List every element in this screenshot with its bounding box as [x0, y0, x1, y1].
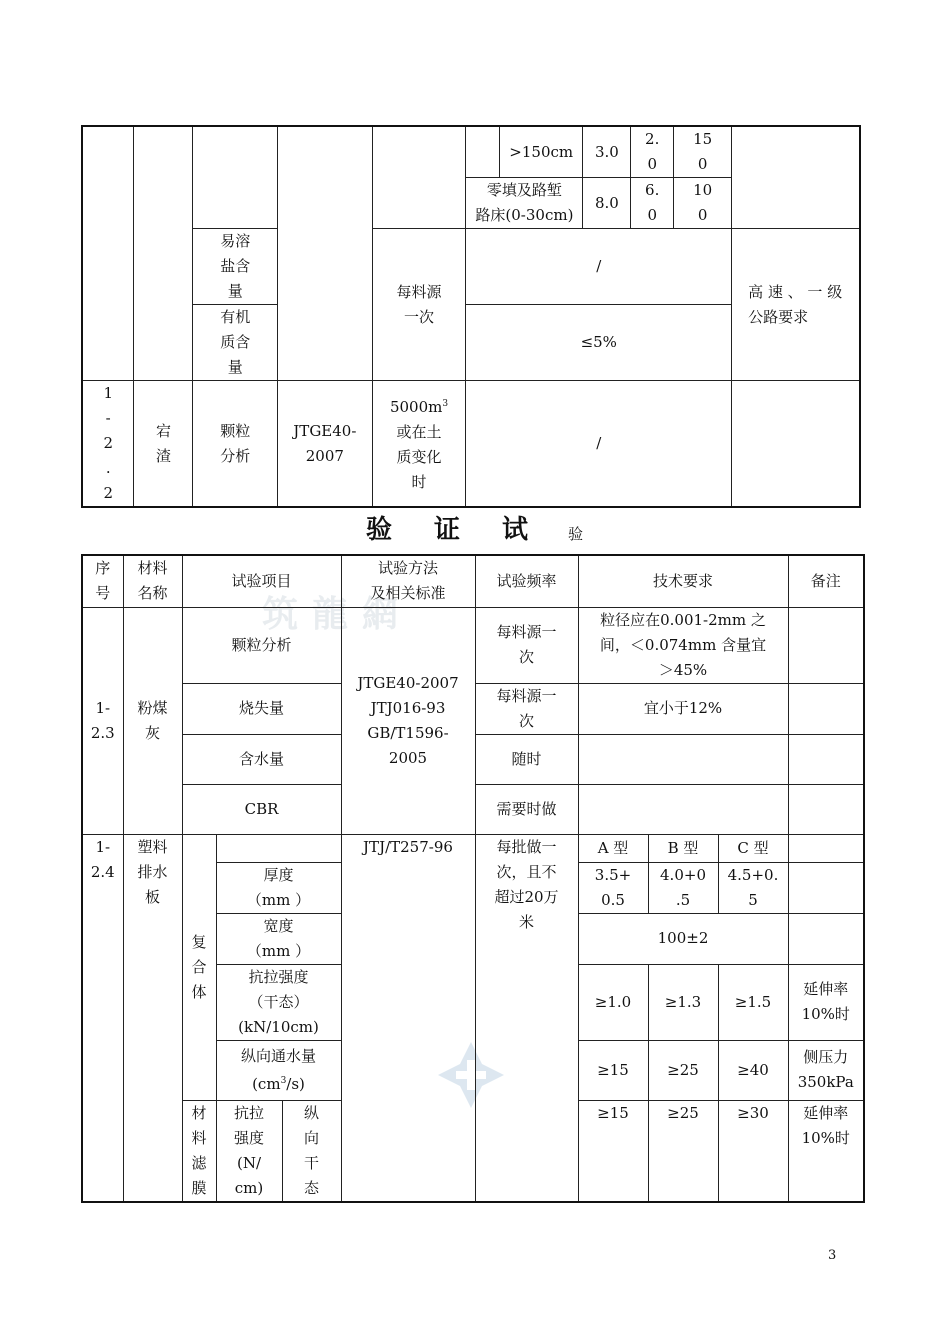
method-cell: JTJ/T257-96 [341, 834, 475, 1202]
cell-empty [788, 683, 864, 734]
title-char: 试 [502, 515, 529, 545]
value-a: 3.5+ 0.5 [578, 862, 648, 913]
watermark-text: 筑龍網 [262, 593, 413, 635]
cell-empty [788, 734, 864, 784]
freq-cell: 每料源 一次 [372, 229, 466, 381]
req-cell: 粒径应在0.001-2mm 之 间，＜0.074mm 含量宜 ＞45% [578, 607, 788, 683]
header-item: 试验项目 [182, 555, 341, 607]
header-num: 序 号 [82, 555, 123, 607]
cell-empty [788, 784, 864, 834]
title-char: 证 [434, 515, 461, 545]
value-b: ≥25 [648, 1100, 718, 1202]
material-name: 粉煤 灰 [123, 607, 182, 834]
cell-empty [466, 126, 500, 178]
req-cell [578, 784, 788, 834]
cell-empty [278, 126, 373, 381]
item-organic: 有机 质含 量 [193, 305, 278, 381]
value-b: 4.0+0 .5 [648, 862, 718, 913]
title-char: 验 [568, 525, 584, 543]
method-cell: JTGE40- 2007 [278, 381, 373, 508]
item-name: 颗粒分析 [182, 607, 341, 683]
value-a: ≥15 [578, 1040, 648, 1100]
header-method: 试验方法 及相关标准 [341, 555, 475, 607]
freq-cell: 随时 [475, 734, 578, 784]
cell-empty [788, 862, 864, 913]
cell-empty [372, 126, 466, 229]
value-b: ≥25 [648, 1040, 718, 1100]
value-cell: 6. 0 [631, 178, 674, 229]
item-width: 宽度 （mm ） [216, 913, 341, 964]
value-cell: 10 0 [674, 178, 732, 229]
item-salt: 易溶 盐含 量 [193, 229, 278, 305]
item-name: 烧失量 [182, 683, 341, 734]
row-number: 1- 2.3 [82, 607, 123, 834]
item-name: 含水量 [182, 734, 341, 784]
value-cell: 8.0 [583, 178, 631, 229]
freq-cell: 每料源一 次 [475, 607, 578, 683]
freq-rest: 或在土 质变化 时 [396, 423, 442, 491]
cell-empty [134, 126, 193, 381]
cell-empty [788, 913, 864, 964]
cell-empty [732, 381, 860, 508]
item-filter-tensile: 抗拉 强度 (N/ cm) [216, 1100, 282, 1202]
header-req: 技术要求 [578, 555, 788, 607]
header-note: 备注 [788, 555, 864, 607]
value-c: ≥1.5 [718, 964, 788, 1040]
page-number: 3 [828, 1248, 837, 1263]
type-a-header: A 型 [578, 834, 648, 862]
freq-cell: 每批做一 次，且不 超过20万 米 [475, 834, 578, 1202]
item-tensile-strength: 抗拉强度 （干态） (kN/10cm) [216, 964, 341, 1040]
value-a: ≥15 [578, 1100, 648, 1202]
item-thickness: 厚度 （mm ） [216, 862, 341, 913]
cell-empty [732, 126, 860, 229]
header-freq: 试验频率 [475, 555, 578, 607]
flow-name: 纵向通水量 (cm [240, 1046, 316, 1093]
material-name: 塑料 排水 板 [123, 834, 182, 1202]
table-verification [81, 554, 865, 1203]
note-cell: 延伸率 10%时 [788, 1100, 864, 1202]
group-filter: 材 料 滤 膜 [182, 1100, 216, 1202]
cell-empty [788, 834, 864, 862]
row-number: 1 - 2 . 2 [82, 381, 134, 508]
section-title [366, 512, 606, 550]
value-c: 4.5+0. 5 [718, 862, 788, 913]
cell-empty [193, 126, 278, 229]
cell-empty [82, 126, 134, 381]
item-filter-state: 纵 向 干 态 [282, 1100, 341, 1202]
req-cell: / [466, 229, 732, 305]
req-cell: 宜小于12% [578, 683, 788, 734]
header-material: 材料 名称 [123, 555, 182, 607]
group-composite: 复 合 体 [182, 834, 216, 1100]
note-cell: 侧压力 350kPa [788, 1040, 864, 1100]
cell-empty [788, 607, 864, 683]
material-name: 宕 渣 [134, 381, 193, 508]
remark-cell: 高 速 、 一 级 公路要求 [732, 229, 860, 381]
value-cell: 15 0 [674, 126, 732, 178]
value-b: ≥1.3 [648, 964, 718, 1040]
item-flow [216, 1040, 341, 1100]
value-a: ≥1.0 [578, 964, 648, 1040]
row-number: 1- 2.4 [82, 834, 123, 1202]
req-cell: / [466, 381, 732, 508]
note-cell: 延伸率 10%时 [788, 964, 864, 1040]
size-cell: >150cm [499, 126, 583, 178]
req-cell [578, 734, 788, 784]
freq-main: 5000m [389, 398, 443, 416]
flow-name-rest: /s) [286, 1074, 305, 1093]
freq-cell: 需要时做 [475, 784, 578, 834]
freq-cell: 每料源一 次 [475, 683, 578, 734]
value-c: ≥40 [718, 1040, 788, 1100]
value-c: ≥30 [718, 1100, 788, 1202]
value-cell: 2. 0 [631, 126, 674, 178]
flow-superscript: 3 [280, 1075, 287, 1086]
title-char: 验 [366, 515, 393, 545]
item-name: CBR [182, 784, 341, 834]
type-c-header: C 型 [718, 834, 788, 862]
cell-empty [216, 834, 341, 862]
freq-superscript: 3 [442, 399, 449, 409]
value-width: 100±2 [578, 913, 788, 964]
freq-cell [372, 381, 466, 508]
size-cell: 零填及路堑 路床(0-30cm) [466, 178, 583, 229]
req-cell: ≤5% [466, 305, 732, 381]
table-top-continuation [81, 125, 861, 508]
value-cell: 3.0 [583, 126, 631, 178]
method-cell: JTGE40-2007 JTJ016-93 GB/T1596- 2005 [341, 607, 475, 834]
type-b-header: B 型 [648, 834, 718, 862]
item-name: 颗粒 分析 [193, 381, 278, 508]
